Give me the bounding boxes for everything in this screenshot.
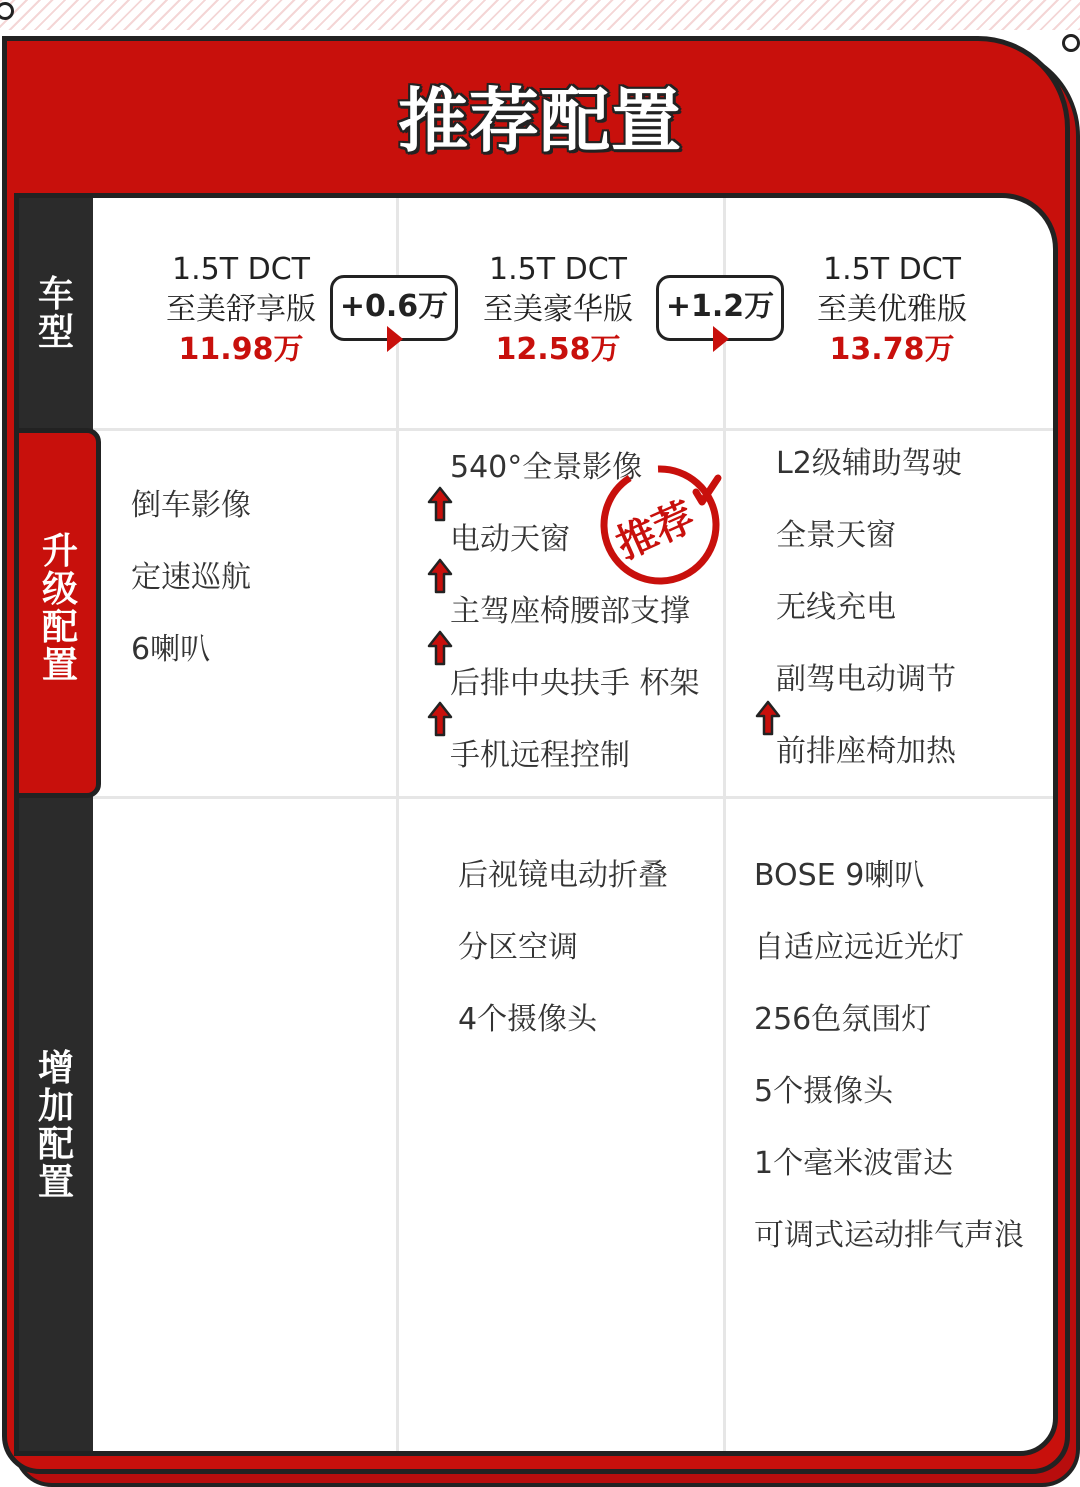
row-divider-2 <box>93 796 1053 799</box>
upgrade-col2-item: 电动天窗 <box>450 522 570 557</box>
column-divider-2 <box>723 198 726 1451</box>
row-label-upgrade-text: 升级配置 <box>42 531 79 686</box>
row-label-model-text: 车型 <box>38 274 75 353</box>
stamp-text: 推荐 <box>609 493 702 569</box>
arrow-right-icon <box>713 326 729 352</box>
price-diff-2-text: +1.2万 <box>665 289 775 324</box>
recommend-stamp-icon <box>594 462 726 588</box>
variant-2-engine: 1.5T DCT <box>489 252 627 287</box>
added-col3-item: 5个摄像头 <box>754 1074 894 1109</box>
upgrade-col1-item: 定速巡航 <box>131 560 251 595</box>
row-label-added-text: 增加配置 <box>38 1048 75 1203</box>
upgrade-arrow-icon <box>427 701 453 737</box>
upgrade-col2-item: 主驾座椅腰部支撑 <box>450 594 690 629</box>
added-col3-item: 1个毫米波雷达 <box>754 1146 954 1181</box>
price-diff-1-text: +0.6万 <box>339 289 449 324</box>
added-col2-item: 分区空调 <box>458 930 578 965</box>
upgrade-tab <box>14 428 101 798</box>
upgrade-arrow-icon <box>427 558 453 594</box>
upgrade-col1-item: 倒车影像 <box>131 488 251 523</box>
page-title: 推荐配置 <box>398 80 682 162</box>
row-label-model <box>19 276 93 352</box>
added-col3-item: 自适应远近光灯 <box>754 930 964 965</box>
variant-2 <box>443 250 673 370</box>
arrow-right-icon <box>387 326 403 352</box>
upgrade-col3-item: L2级辅助驾驶 <box>776 446 962 481</box>
variant-1-trim: 至美舒享版 <box>166 292 316 327</box>
variant-3-engine: 1.5T DCT <box>823 252 961 287</box>
price-diff-badge-2 <box>656 275 784 341</box>
decorative-stripe-bar <box>0 0 1080 30</box>
row-label-upgrade <box>19 533 101 685</box>
upgrade-col3-item: 前排座椅加热 <box>776 734 956 769</box>
price-diff-badge-1 <box>330 275 458 341</box>
row-divider-1 <box>93 428 1053 431</box>
upgrade-arrow-icon <box>427 630 453 666</box>
upgrade-arrow-icon <box>427 486 453 522</box>
comparison-panel <box>14 193 1058 1456</box>
variant-2-price: 12.58万 <box>495 332 621 367</box>
upgrade-col3-item: 副驾电动调节 <box>776 662 956 697</box>
variant-3-price: 13.78万 <box>829 332 955 367</box>
added-col3-item: 256色氛围灯 <box>754 1002 932 1037</box>
upgrade-col2-item: 手机远程控制 <box>450 738 630 773</box>
variant-3-trim: 至美优雅版 <box>817 292 967 327</box>
upgrade-col2-item: 后排中央扶手 杯架 <box>450 666 700 701</box>
upgrade-col3-item: 无线充电 <box>776 590 896 625</box>
added-col3-item: 可调式运动排气声浪 <box>754 1218 1024 1253</box>
added-col2-item: 后视镜电动折叠 <box>458 858 668 893</box>
corner-dot-right <box>1062 34 1080 52</box>
column-divider-1 <box>396 198 399 1451</box>
variant-1-engine: 1.5T DCT <box>172 252 310 287</box>
row-labels-column <box>19 198 93 1451</box>
upgrade-col1-item: 6喇叭 <box>131 632 211 667</box>
upgrade-col3-item: 全景天窗 <box>776 518 896 553</box>
added-col2-item: 4个摄像头 <box>458 1002 598 1037</box>
variant-3 <box>777 250 1007 370</box>
upgrade-arrow-icon <box>755 700 781 736</box>
variant-1 <box>126 250 356 370</box>
variant-2-trim: 至美豪华版 <box>483 292 633 327</box>
row-label-added <box>19 1050 93 1202</box>
added-col3-item: BOSE 9喇叭 <box>754 858 925 893</box>
variant-1-price: 11.98万 <box>178 332 304 367</box>
upgrade-col2-item: 540°全景影像 <box>450 450 643 485</box>
